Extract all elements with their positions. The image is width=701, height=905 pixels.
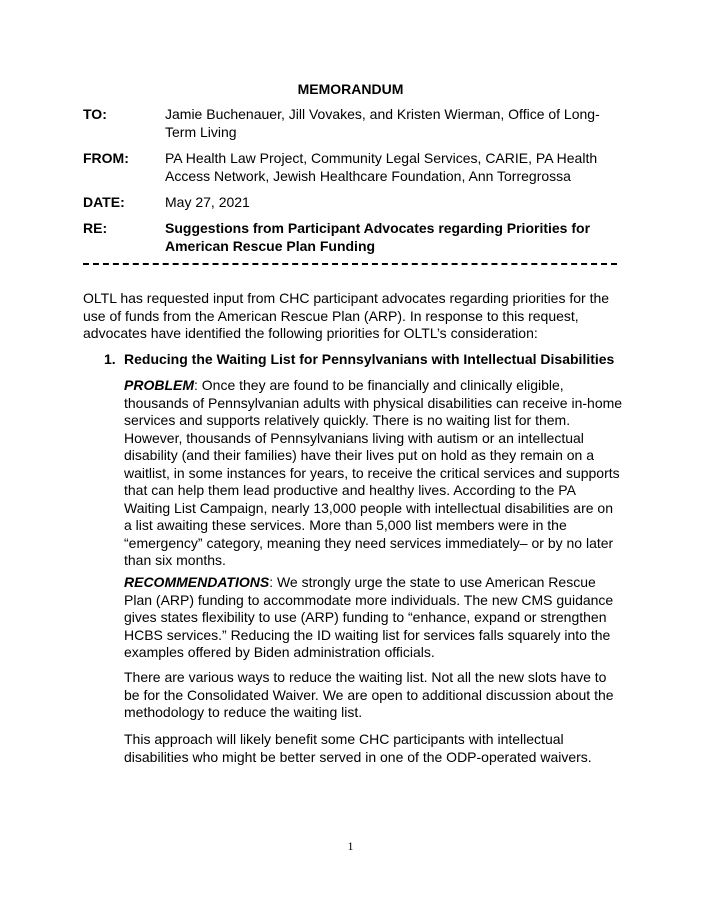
intro-paragraph: OLTL has requested input from CHC participant advocates regarding priorities for the use of funds from the American Rescue Plan (ARP). In response to this request, advocates have identified the following priorities for OLTL’s consideration:: [83, 290, 610, 341]
to-label: TO:: [83, 106, 107, 122]
to-value: Jamie Buchenauer, Jill Vovakes, and Kristen Wierman, Office of Long-Term Living: [165, 106, 600, 140]
re-value: Suggestions from Participant Advocates regarding Priorities for American Rescue Plan Funding: [165, 220, 591, 254]
item-1-number: 1.: [104, 351, 116, 367]
memo-title: MEMORANDUM: [297, 81, 404, 97]
date-value: May 27, 2021: [165, 194, 250, 210]
from-label: FROM:: [83, 150, 129, 166]
page-number: 1: [347, 839, 354, 853]
problem-text: : Once they are found to be financially and clinically eligible, thousands of Pennsylvanian adults with physical disabilities can receive in-home services and supports relatively quickly. There is no waiting list for them. However, thousands of Pennsylvanians living with autism or an intellectual disability (and their families) have their lives put on hold as they remain on a waitlist, in some instances for years, to receive the critical services and supports that can help them lead productive and healthy lives. According to the PA Waiting List Campaign, nearly 13,000 people with intellectual disabilities are on a list awaiting these services. More than 5,000 list members were in the “emergency” category, meaning they need services immediately– or by no later than six months.: [124, 377, 623, 568]
from-value: PA Health Law Project, Community Legal Services, CARIE, PA Health Access Network, Jewish Healthcare Foundation, Ann Torregrossa: [165, 150, 598, 184]
item-1-heading: [104, 351, 634, 369]
benefit-paragraph: This approach will likely benefit some CHC participants with intellectual disabilities who might be better served in one of the ODP-operated waivers.: [124, 731, 592, 765]
item-1-heading-text: Reducing the Waiting List for Pennsylvanians with Intellectual Disabilities: [124, 351, 615, 367]
recommendations-text: : We strongly urge the state to use American Rescue Plan (ARP) funding to accommodate more individuals. The new CMS guidance gives states flexibility to use (ARP) funding to “enhance, expand or strengthen HCBS services.” Reducing the ID waiting list for services falls squarely into the examples offered by Biden administration officials.: [124, 574, 614, 660]
dashed-divider: [83, 263, 617, 265]
problem-paragraph: [124, 377, 624, 570]
recommendations-lead: RECOMMENDATIONS: [124, 574, 270, 590]
re-label: RE:: [83, 220, 108, 236]
recommendations-paragraph: [124, 574, 624, 662]
date-label: DATE:: [83, 194, 125, 210]
problem-lead: PROBLEM: [124, 377, 194, 393]
methods-paragraph: There are various ways to reduce the waiting list. Not all the new slots have to be for the Consolidated Waiver. We are open to additional discussion about the methodology to reduce the waiting list.: [124, 669, 614, 720]
